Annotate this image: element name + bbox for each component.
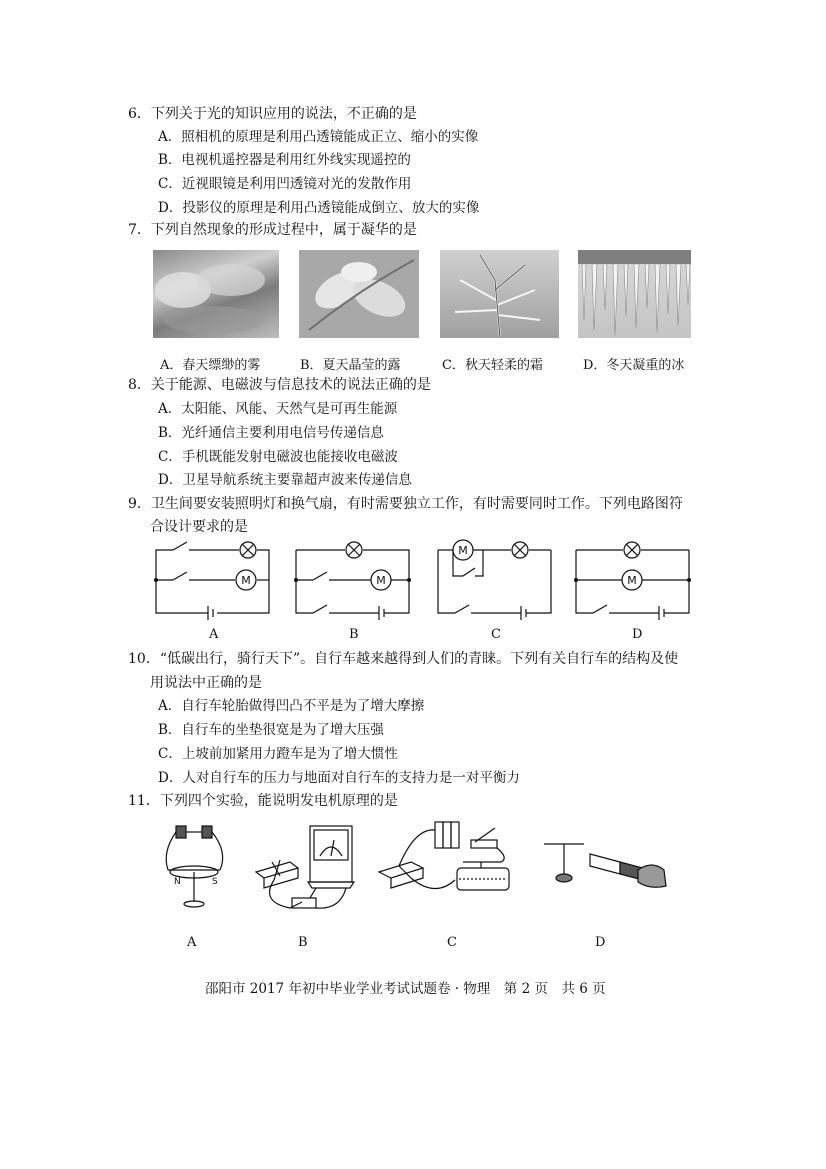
q9-label-d: D [632, 627, 643, 642]
q7-caption-d: D．冬天凝重的冰 [583, 358, 685, 373]
q9-label-c: C [491, 627, 501, 642]
q6-option-a: A．照相机的原理是利用凸透镜能成正立、缩小的实像 [158, 129, 479, 145]
q10-option-c: C．上坡前加紧用力蹬车是为了增大惯性 [158, 746, 398, 762]
q10-option-d: D．人对自行车的压力与地面对自行车的支持力是一对平衡力 [158, 770, 520, 786]
experiment-c-motor-setup [375, 818, 510, 913]
q6-option-d: D．投影仪的原理是利用凸透镜能成倒立、放大的实像 [158, 200, 480, 216]
page-footer: 邵阳市 2017 年初中毕业学业考试试题卷 · 物理 第 2 页 共 6 页 [205, 981, 606, 997]
circuit-diagram-a [153, 540, 273, 620]
q8-option-a: A．太阳能、风能、天然气是可再生能源 [158, 401, 398, 417]
q7-caption-c: C．秋天轻柔的霜 [442, 358, 543, 373]
q8-option-d: D．卫星导航系统主要靠超声波来传递信息 [158, 472, 412, 488]
compass-n-label: N [174, 877, 181, 887]
circuit-d-motor-symbol: M [627, 574, 637, 587]
experiment-b-galvanometer [250, 822, 365, 917]
circuit-a-motor-symbol: M [241, 574, 251, 587]
q6-option-b: B．电视机遥控器是利用红外线实现遥控的 [158, 152, 411, 168]
dew-leaf-photo [299, 250, 419, 338]
experiment-a-compass [158, 822, 238, 912]
circuit-diagram-d [573, 540, 693, 620]
q11-label-b: B [298, 935, 308, 950]
circuit-diagram-c [435, 540, 555, 620]
q7-stem: 7．下列自然现象的形成过程中，属于凝华的是 [128, 222, 417, 238]
q10-option-a: A．自行车轮胎做得凹凸不平是为了增大摩擦 [158, 698, 425, 714]
circuit-c-motor-symbol: M [458, 544, 468, 557]
q11-label-d: D [595, 935, 606, 950]
q11-stem: 11．下列四个实验，能说明发电机原理的是 [128, 793, 398, 809]
q11-label-a: A [187, 935, 197, 950]
q7-caption-a: A．春天缥缈的雾 [160, 358, 261, 373]
q9-label-b: B [349, 627, 359, 642]
q10-stem-line2: 用说法中正确的是 [150, 675, 262, 691]
frost-branch-photo [440, 250, 559, 338]
q7-caption-b: B．夏天晶莹的露 [300, 358, 401, 373]
q9-stem-line1: 9．卫生间要安装照明灯和换气扇，有时需要独立工作，有时需要同时工作。下列电路图符 [128, 496, 683, 512]
q6-option-c: C．近视眼镜是利用凹透镜对光的发散作用 [158, 176, 412, 192]
q8-option-c: C．手机既能发射电磁波也能接收电磁波 [158, 449, 398, 465]
q8-option-b: B．光纤通信主要利用电信号传递信息 [158, 425, 384, 441]
q9-stem-line2: 合设计要求的是 [150, 519, 248, 535]
q11-label-c: C [447, 935, 457, 950]
icicles-photo [578, 250, 691, 338]
compass-s-label: S [212, 877, 218, 887]
q9-label-a: A [209, 627, 219, 642]
experiment-d-magnet-hand [540, 836, 670, 896]
q6-stem: 6．下列关于光的知识应用的说法，不正确的是 [128, 106, 417, 122]
q8-stem: 8．关于能源、电磁波与信息技术的说法正确的是 [128, 377, 431, 393]
circuit-diagram-b [293, 540, 413, 620]
fog-photo [153, 250, 279, 338]
circuit-b-motor-symbol: M [376, 574, 386, 587]
q10-stem-line1: 10．“低碳出行，骑行天下”。自行车越来越得到人们的青睐。下列有关自行车的结构及使 [128, 651, 679, 667]
q10-option-b: B．自行车的坐垫很宽是为了增大压强 [158, 722, 384, 738]
